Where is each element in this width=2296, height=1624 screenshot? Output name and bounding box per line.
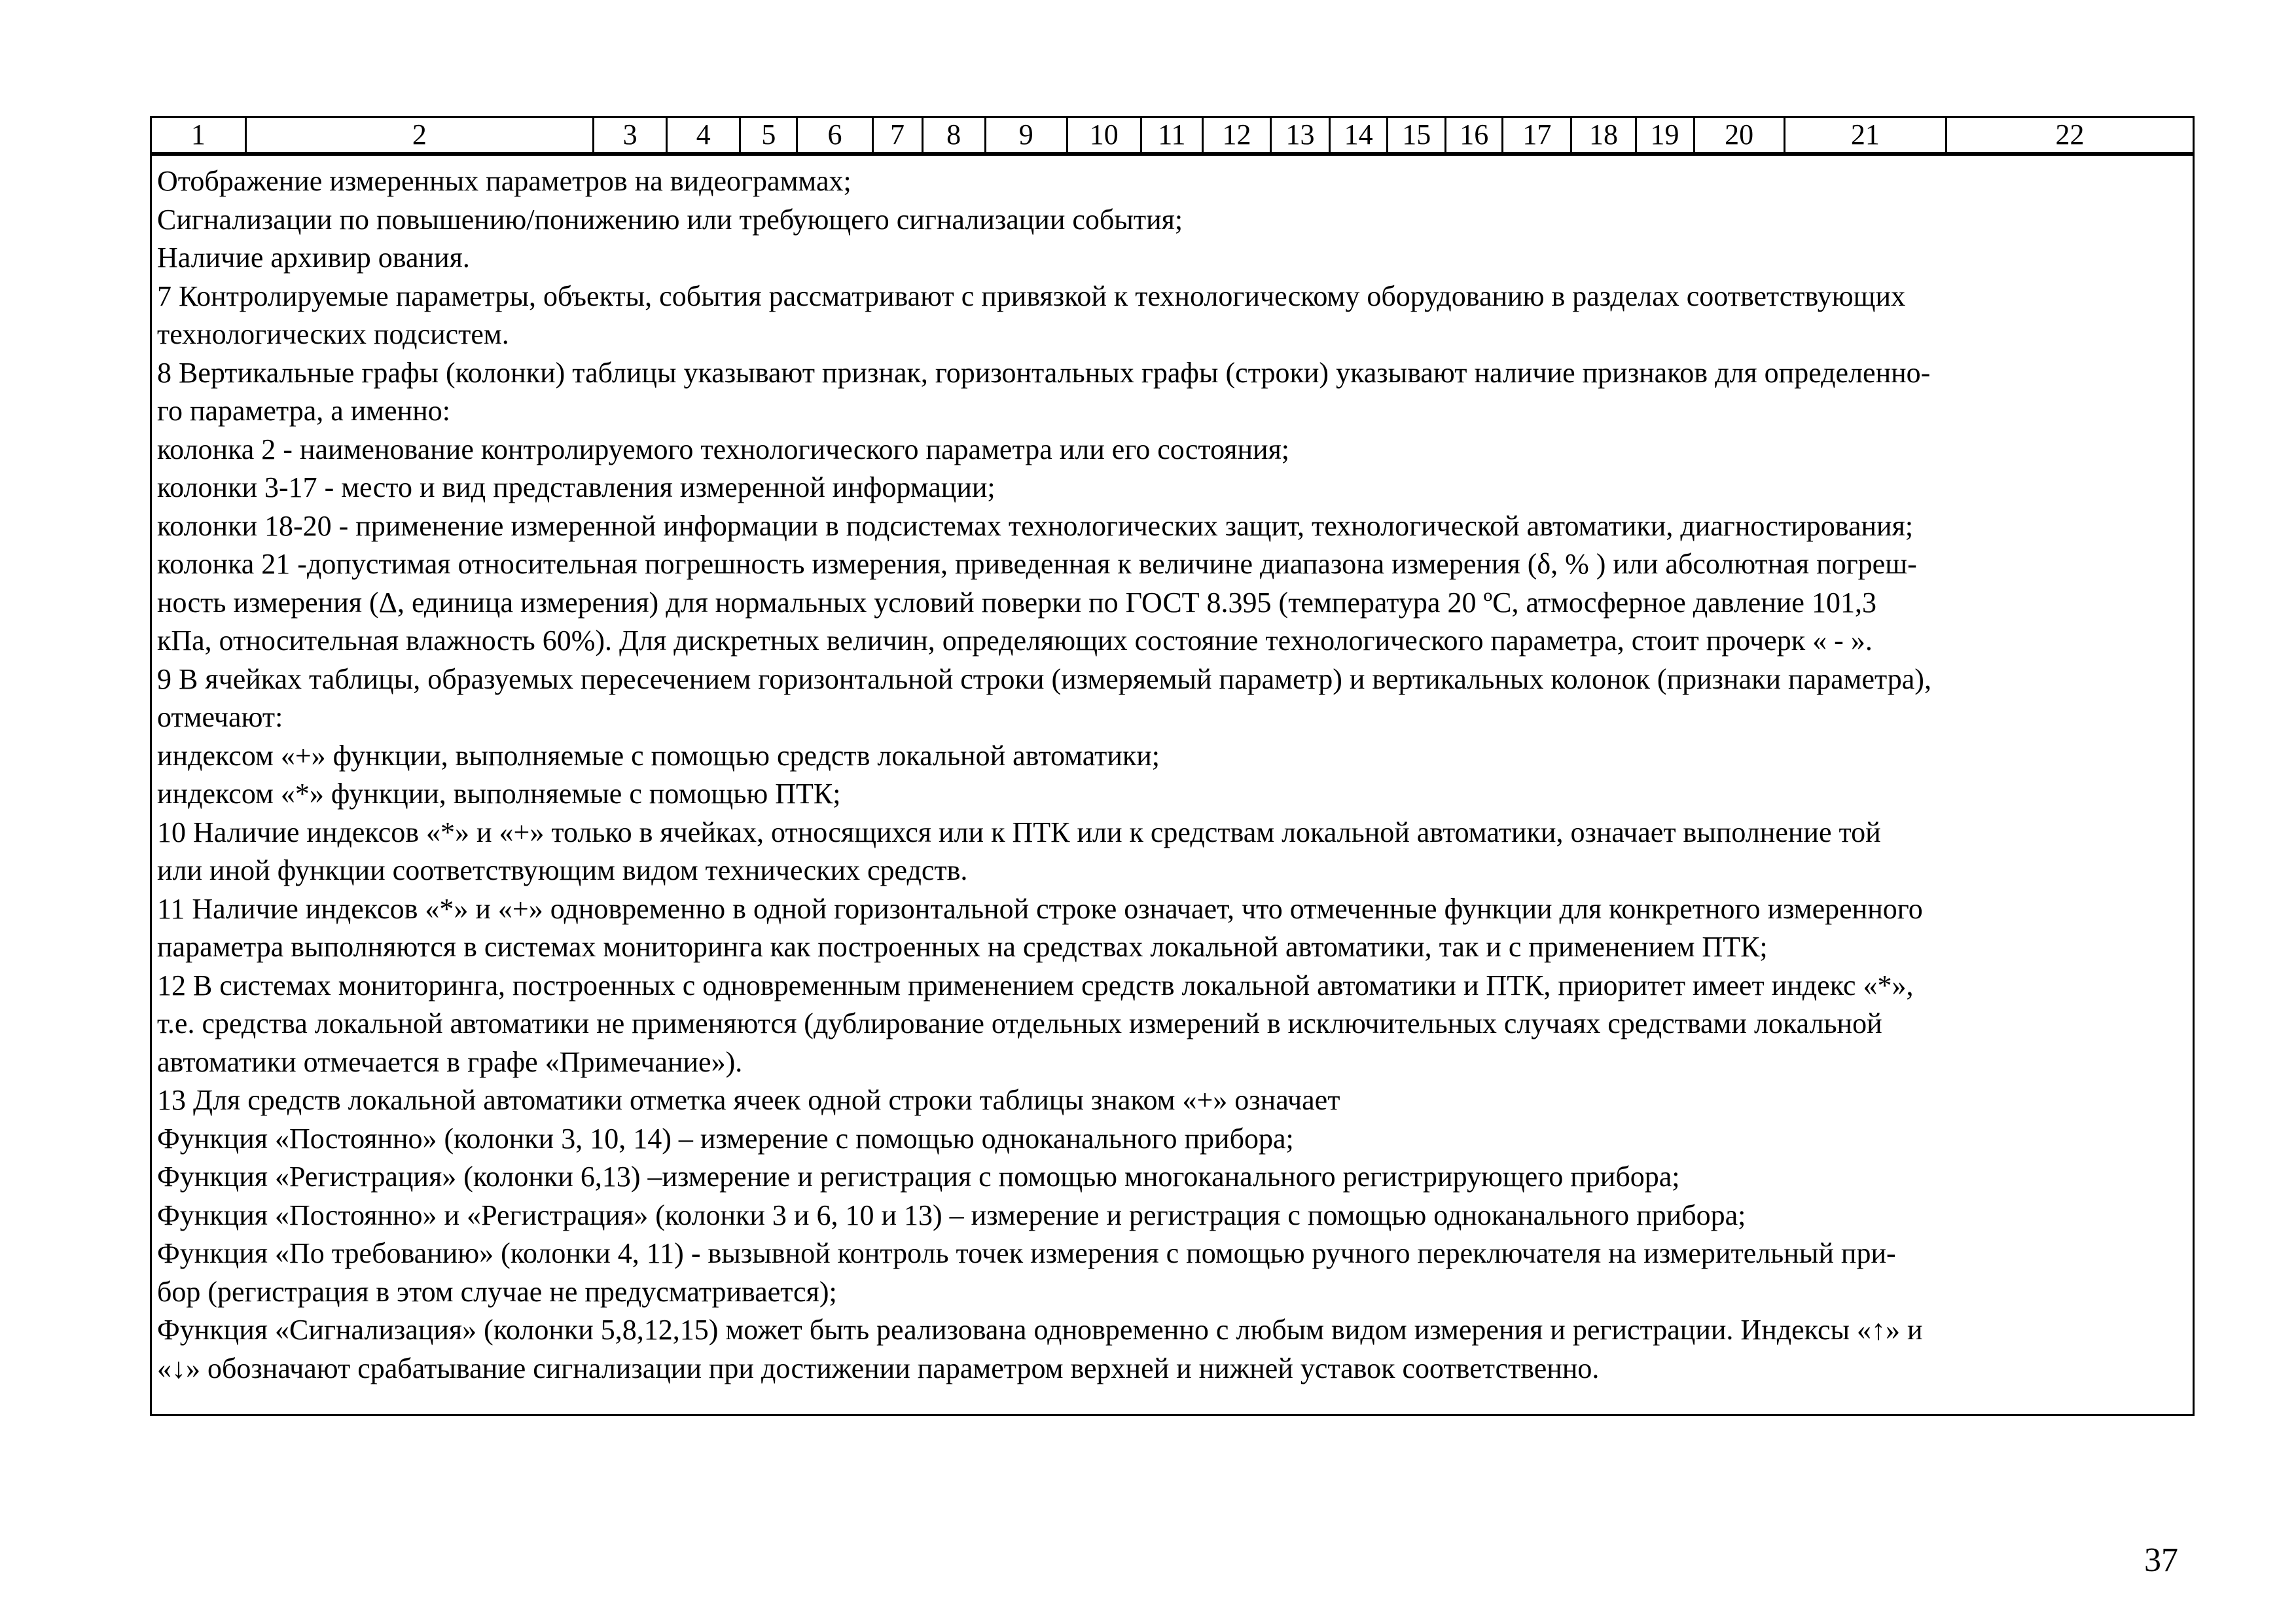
text-line: «↓» обозначают срабатывание сигнализации при достижении параметром верхней и нижней уставок соответственно. [157, 1352, 1600, 1384]
text-line: Функция «Постоянно» (колонки 3, 10, 14) – измерение с помощью одноканального прибора; [157, 1122, 1294, 1155]
text-line: кПа, относительная влажность 60%). Для дискретных величин, определяющих состояние технологического параметра, стоит прочерк « - ». [157, 624, 1873, 657]
column-number: 16 [1446, 118, 1503, 154]
text-line: 9 В ячейках таблицы, образуемых пересечением горизонтальной строки (измеряемый параметр) и вертикальных колонок (признаки параметра), [157, 662, 1931, 695]
text-line: ность измерения (Δ, единица измерения) для нормальных условий поверки по ГОСТ 8.395 (температура 20 ºС, атмосферное давление 101,3 [157, 586, 1876, 619]
column-number: 14 [1330, 118, 1388, 154]
text-line: колонки 18-20 - применение измеренной информации в подсистемах технологических защит, технологической автоматики, диагностирования; [157, 509, 1914, 542]
text-line: 7 Контролируемые параметры, объекты, события рассматривают с привязкой к технологическому оборудованию в разделах соответствующих [157, 280, 1906, 312]
column-number: 13 [1271, 118, 1330, 154]
text-line: Функция «По требованию» (колонки 4, 11) - вызывной контроль точек измерения с помощью ручного переключателя на измерительный при- [157, 1237, 1896, 1269]
text-line: Функция «Постоянно» и «Регистрация» (колонки 3 и 6, 10 и 13) – измерение и регистрация с помощью одноканального прибора; [157, 1199, 1746, 1231]
column-number: 10 [1067, 118, 1141, 154]
column-number: 3 [594, 118, 667, 154]
text-line: Функция «Регистрация» (колонки 6,13) –измерение и регистрация с помощью многоканального регистрирующего прибора; [157, 1161, 1680, 1193]
column-number: 5 [740, 118, 797, 154]
column-number: 18 [1571, 118, 1636, 154]
column-number: 11 [1141, 118, 1202, 154]
text-line: го параметра, а именно: [157, 395, 450, 427]
column-number-header [152, 118, 2193, 156]
text-line: индексом «+» функции, выполняемые с помощью средств локальной автоматики; [157, 739, 1160, 772]
column-number: 9 [985, 118, 1067, 154]
text-line: т.е. средства локальной автоматики не применяются (дублирование отдельных измерений в исключительных случаях средствами локальной [157, 1007, 1882, 1039]
text-line: 8 Вертикальные графы (колонки) таблицы указывают признак, горизонтальных графы (строки) указывают наличие признаков для определенно- [157, 356, 1931, 389]
text-line: или иной функции соответствующим видом технических средств. [157, 854, 968, 886]
text-line: Сигнализации по повышению/понижению или требующего сигнализации события; [157, 203, 1183, 236]
text-line: 10 Наличие индексов «*» и «+» только в ячейках, относящихся или к ПТК или к средствам локальной автоматики, означает выполнение той [157, 816, 1881, 848]
text-line: бор (регистрация в этом случае не предусматривается); [157, 1275, 837, 1308]
column-number: 12 [1202, 118, 1270, 154]
text-line: автоматики отмечается в графе «Примечание»). [157, 1045, 743, 1078]
page-number: 37 [2144, 1542, 2178, 1579]
text-line: колонки 3-17 - место и вид представления измеренной информации; [157, 471, 996, 503]
column-number: 4 [667, 118, 740, 154]
column-number: 21 [1784, 118, 1946, 154]
column-number: 22 [1946, 118, 2193, 154]
text-line: 13 Для средств локальной автоматики отметка ячеек одной строки таблицы знаком «+» означает [157, 1084, 1340, 1116]
text-line: 12 В системах мониторинга, построенных с одновременным применением средств локальной автоматики и ПТК, приоритет имеет индекс «*», [157, 969, 1914, 1001]
table-frame [150, 116, 2195, 1416]
column-number: 8 [922, 118, 985, 154]
text-line: Отображение измеренных параметров на видеограммах; [157, 165, 852, 197]
text-line: индексом «*» функции, выполняемые с помощью ПТК; [157, 778, 841, 810]
text-line: Функция «Сигнализация» (колонки 5,8,12,15) может быть реализована одновременно с любым видом измерения и регистрации. Индексы «↑» и [157, 1314, 1923, 1346]
column-number: 2 [245, 118, 594, 154]
column-number: 17 [1503, 118, 1571, 154]
column-number: 15 [1388, 118, 1446, 154]
column-number: 1 [152, 118, 245, 154]
text-line: 11 Наличие индексов «*» и «+» одновременно в одной горизонтальной строке означает, что отмеченные функции для конкретного измеренного [157, 892, 1923, 925]
text-line: технологических подсистем. [157, 318, 509, 350]
column-number: 6 [797, 118, 872, 154]
column-number: 20 [1694, 118, 1784, 154]
text-line: параметра выполняются в системах мониторинга как построенных на средствах локальной автоматики, так и с применением ПТК; [157, 931, 1768, 963]
notes-text [157, 162, 2193, 1388]
text-line: Наличие архивир ования. [157, 242, 470, 274]
column-number: 7 [872, 118, 922, 154]
text-line: колонка 21 -допустимая относительная погрешность измерения, приведенная к величине диапазона измерения (δ, % ) или абсолютная погреш- [157, 548, 1917, 580]
text-line: колонка 2 - наименование контролируемого технологического параметра или его состояния; [157, 433, 1290, 465]
text-line: отмечают: [157, 701, 283, 733]
column-number: 19 [1636, 118, 1694, 154]
